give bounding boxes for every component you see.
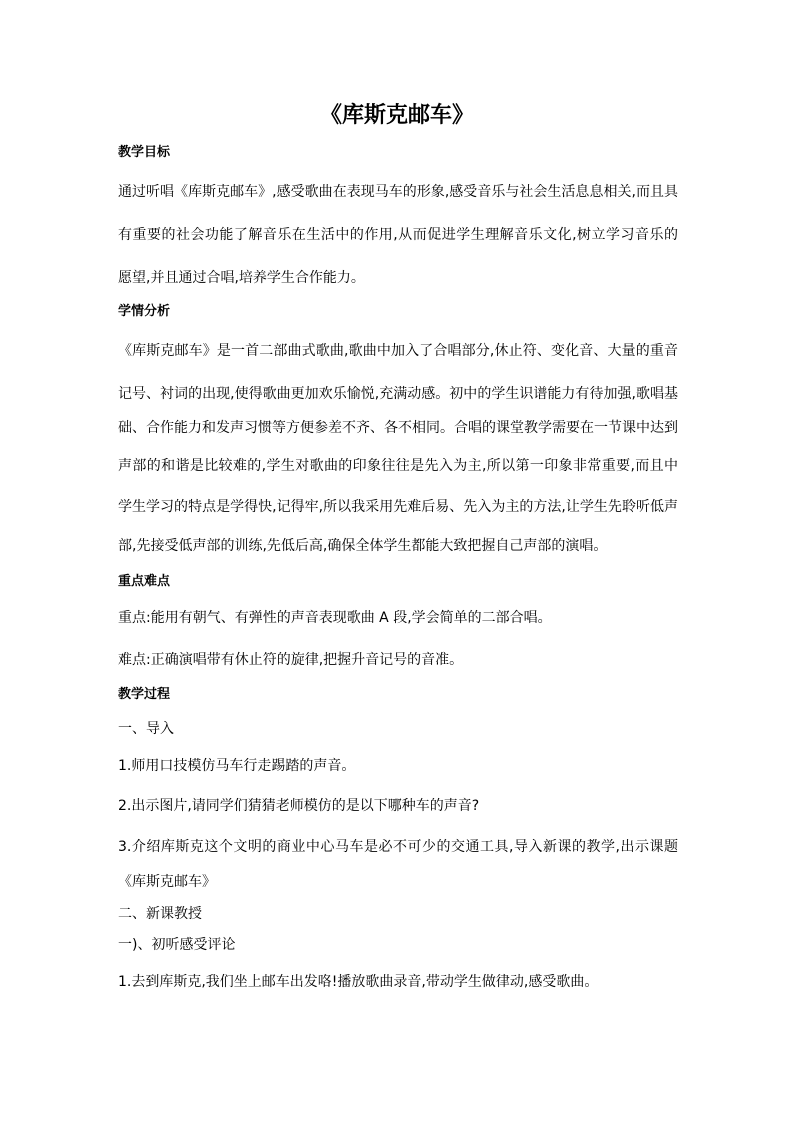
process-item: 2.出示图片,请同学们猜猜老师模仿的是以下哪种车的声音? (118, 798, 480, 814)
paragraph-line: 学生学习的特点是学得快,记得牢,所以我采用先难后易、先入为主的方法,让学生先聆听低声 (118, 499, 678, 515)
paragraph-line: 通过听唱《库斯克邮车》,感受歌曲在表现马车的形象,感受音乐与社会生活息息相关,而且具 (118, 184, 678, 200)
key-point-difficulty: 难点:正确演唱带有休止符的旋律,把握升音记号的音准。 (118, 652, 464, 668)
section-heading-analysis: 学情分析 (118, 304, 171, 319)
paragraph-line: 记号、衬词的出现,使得歌曲更加欢乐愉悦,充满动感。初中的学生识谱能力有待加强,歌唱基 (118, 386, 678, 402)
section-heading-key-points: 重点难点 (118, 574, 171, 589)
process-item: 《库斯克邮车》 (118, 874, 216, 890)
key-point-focus: 重点:能用有朝气、有弹性的声音表现歌曲 A 段,学会简单的二部合唱。 (118, 610, 552, 626)
process-item: 1.师用口技模仿马车行走踢踏的声音。 (118, 758, 356, 774)
paragraph-line: 《库斯克邮车》是一首二部曲式歌曲,歌曲中加入了合唱部分,休止符、变化音、大量的重音 (118, 343, 678, 359)
paragraph-line: 础、合作能力和发声习惯等方便参差不齐、各不相同。合唱的课堂教学需要在一节课中达到 (118, 420, 678, 436)
process-part-title: 一、导入 (118, 721, 174, 737)
paragraph-line: 愿望,并且通过合唱,培养学生合作能力。 (118, 270, 365, 286)
document-title: 《库斯克邮车》 (319, 103, 474, 128)
section-heading-goals: 教学目标 (118, 145, 171, 160)
process-subsection-title: 一)、初听感受评论 (118, 937, 236, 953)
process-item: 3.介绍库斯克这个文明的商业中心马车是必不可少的交通工具,导入新课的教学,出示课题 (118, 839, 678, 855)
paragraph-line: 声部的和谐是比较难的,学生对歌曲的印象往往是先入为主,所以第一印象非常重要,而且中 (118, 458, 678, 474)
process-item: 1.去到库斯克,我们坐上邮车出发咯!播放歌曲录音,带动学生做律动,感受歌曲。 (118, 974, 599, 990)
section-heading-process: 教学过程 (118, 687, 171, 702)
process-part-title: 二、新课教授 (118, 906, 202, 922)
paragraph-line: 有重要的社会功能了解音乐在生活中的作用,从而促进学生理解音乐文化,树立学习音乐的 (118, 227, 678, 243)
paragraph-line: 部,先接受低声部的训练,先低后高,确保全体学生都能大致把握自己声部的演唱。 (118, 538, 608, 554)
